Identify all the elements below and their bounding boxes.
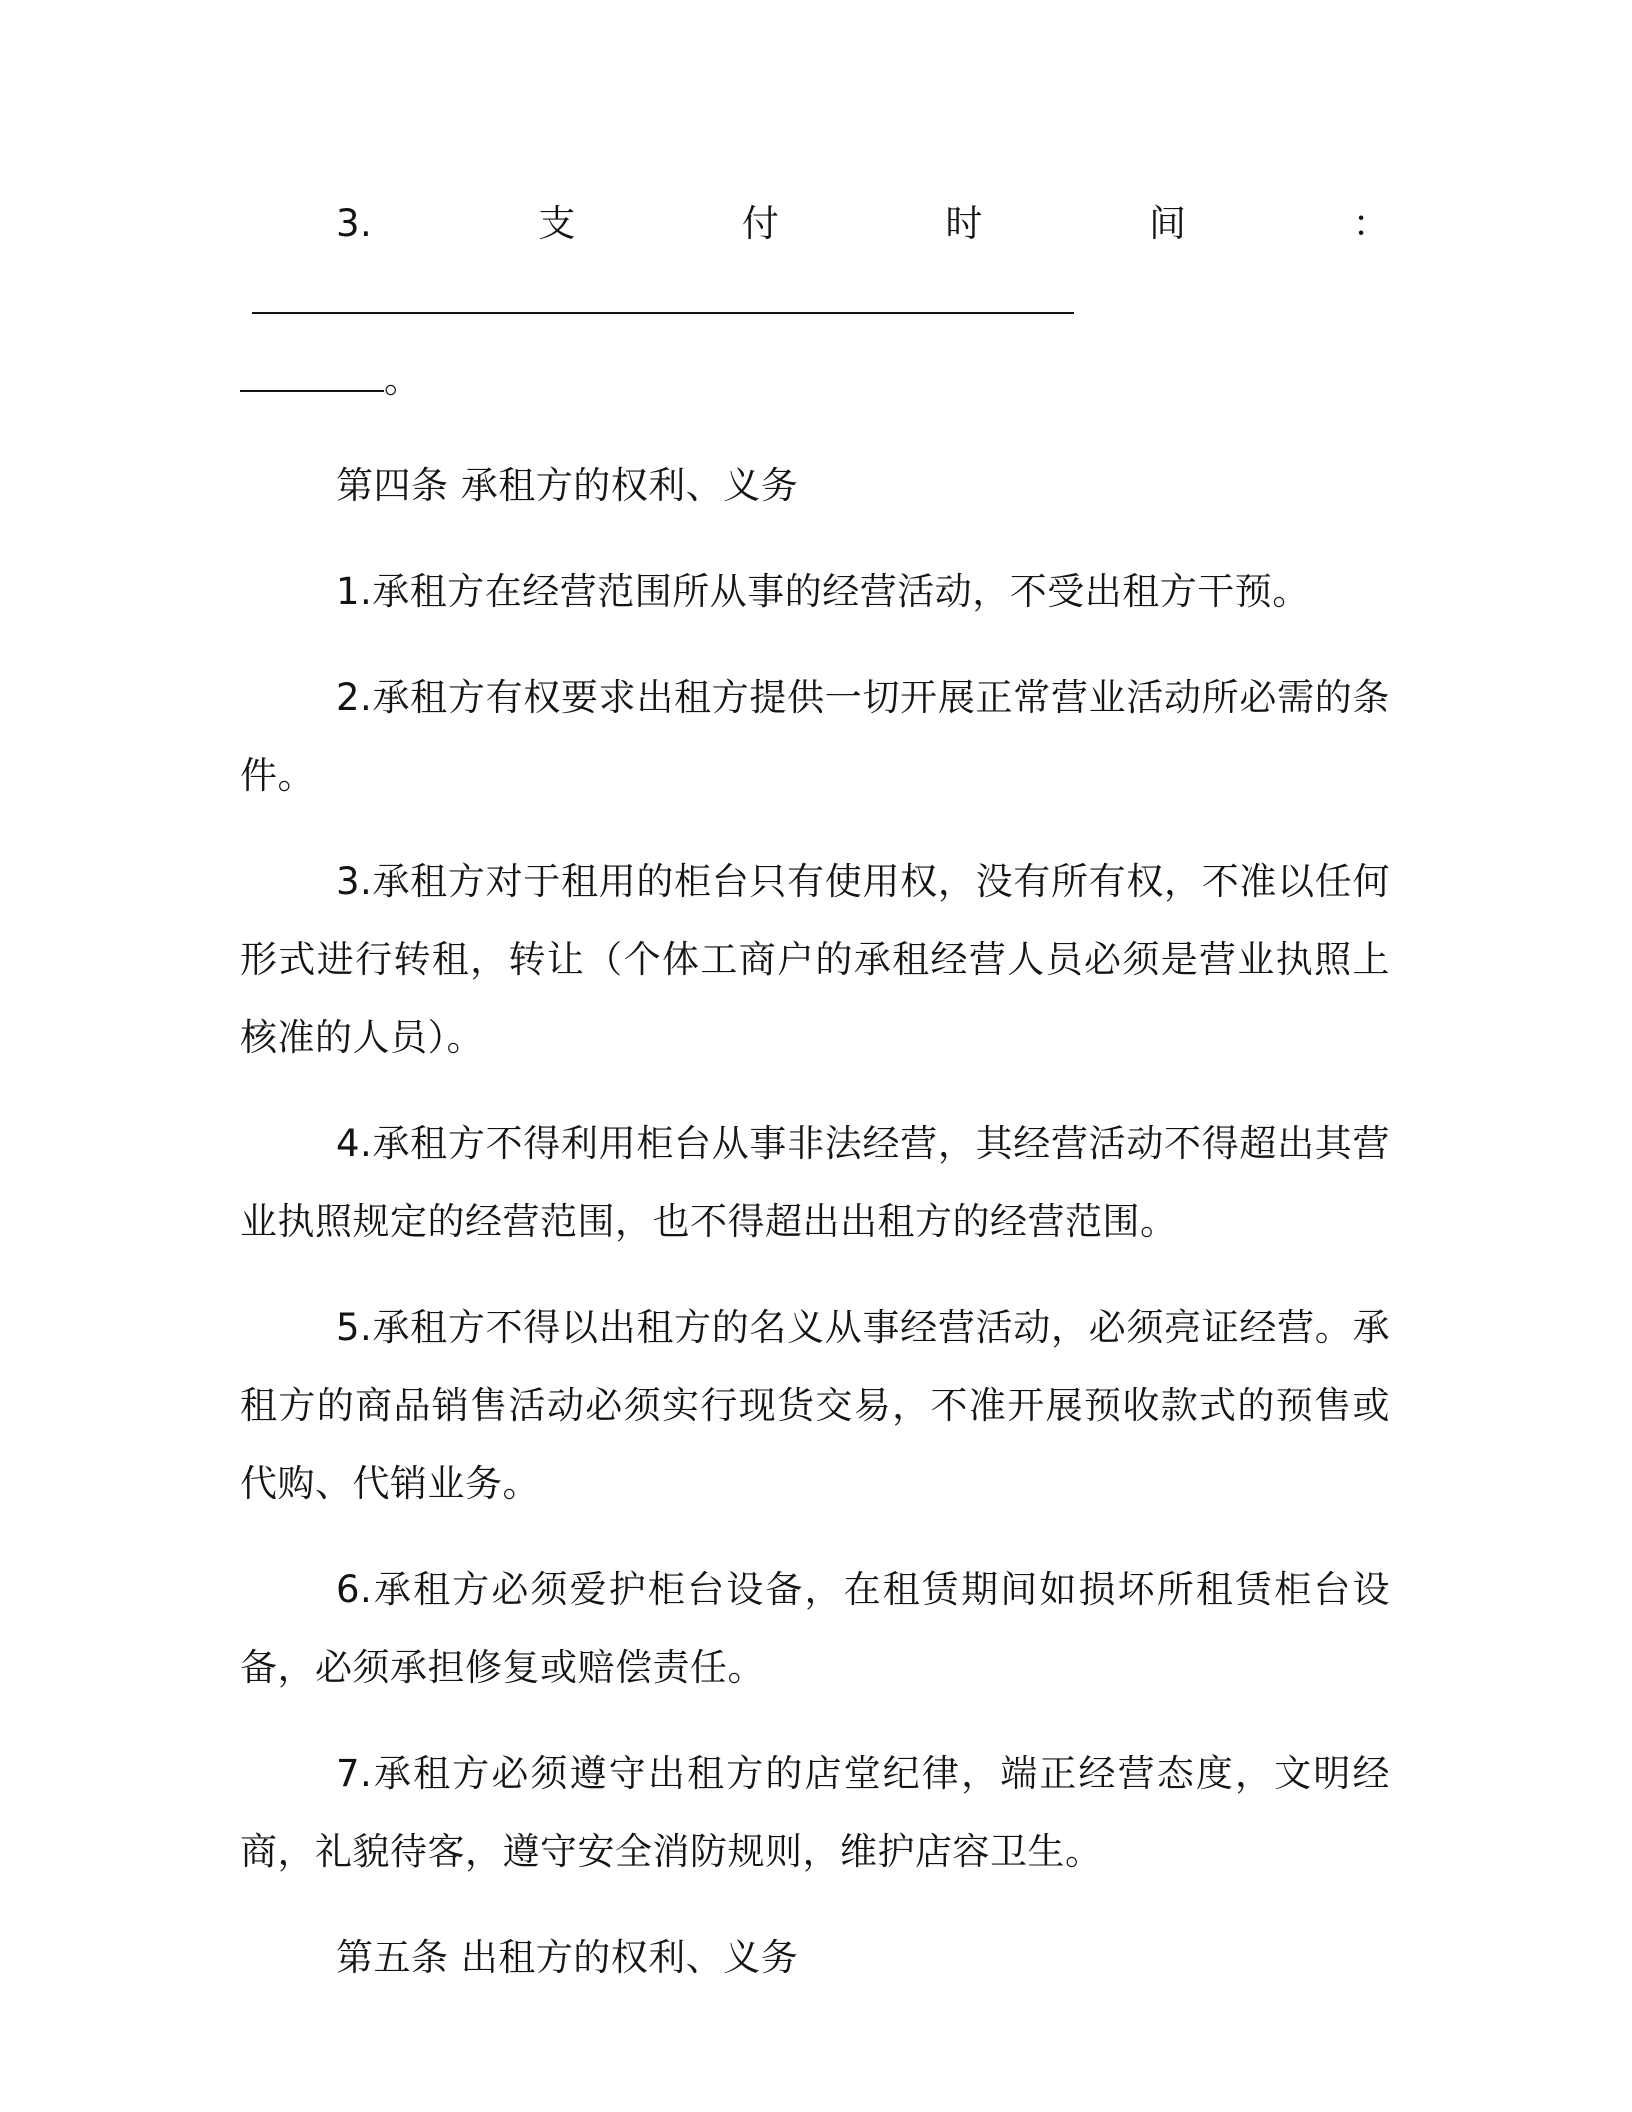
article-4-clause-7: 7.承租方必须遵守出租方的店堂纪律，端正经营态度，文明经商，礼貌待客，遵守安全消防规则，维护店容卫生。: [240, 1752, 1390, 1873]
article-4-clause-5: 5.承租方不得以出租方的名义从事经营活动，必须亮证经营。承租方的商品销售活动必须实行现货交易，不准开展预收款式的预售或代购、代销业务。: [240, 1306, 1390, 1505]
article-4-clause-2: 2.承租方有权要求出租方提供一切开展正常营业活动所必需的条件。: [240, 676, 1390, 797]
payment-time-paragraph: [240, 185, 1390, 419]
payment-time-end: 。: [384, 358, 422, 401]
article-4-clause-4: 4.承租方不得利用柜台从事非法经营，其经营活动不得超出其营业执照规定的经营范围，也不得超出出租方的经营范围。: [240, 1122, 1390, 1243]
article-5-heading: 第五条 出租方的权利、义务: [336, 1936, 799, 1979]
payment-time-blank-2: [240, 389, 384, 392]
payment-time-line-2: [240, 341, 1390, 419]
payment-time-label: 3.支付时间：: [336, 202, 1390, 245]
article-4-clause-1: 1.承租方在经营范围所从事的经营活动，不受出租方干预。: [336, 570, 1310, 613]
payment-time-blank-1: [252, 311, 1074, 314]
article-4-heading: 第四条 承租方的权利、义务: [336, 464, 799, 507]
document-body: [240, 185, 1390, 2025]
article-4-clause-3: 3.承租方对于租用的柜台只有使用权，没有所有权，不准以任何形式进行转租，转让（个体工商户的承租经营人员必须是营业执照上核准的人员）。: [240, 860, 1390, 1059]
article-4-clause-6: 6.承租方必须爱护柜台设备，在租赁期间如损坏所租赁柜台设备，必须承担修复或赔偿责任。: [240, 1568, 1390, 1689]
